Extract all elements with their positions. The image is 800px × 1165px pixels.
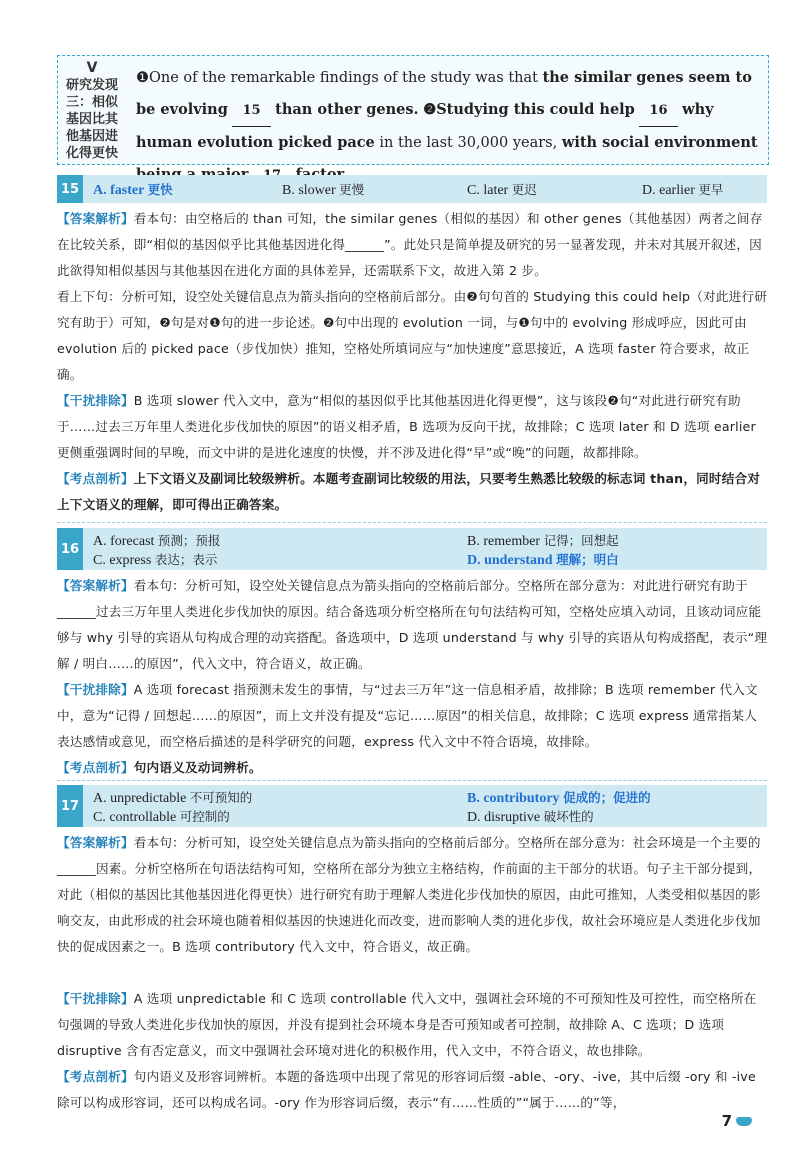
- q17-key-point: 【考点剖析】句内语义及形容词辨析。本题的备选项中出现了常见的形容词后缀 -able、-ory、-ive，其中后缀 -ory 和 -ive 除可以构成形容词，还可以构成名词。-ory 作为形容词后缀，表示“有……性质的”“属于……的”等，: [57, 1069, 756, 1110]
- section-tag: 【干扰排除】: [57, 991, 134, 1006]
- option-text: C. controllable: [93, 810, 177, 825]
- option-text: D. disruptive: [467, 810, 541, 825]
- q17-answer-analysis: 【答案解析】看本句：分析可知，设空处关键信息点为箭头指向的空格前后部分。空格所在部分意为：社会环境是一个主要的______因素。分析空格所在句语法结构可知，空格所在部分为独立主格结构，作前面的主干部分的状语。句子主干部分提到，对此（相似的基因比其他基因进化得更快）进行研究有助于理解人类进化步伐加快的原因，由此可推知，人类受相似基因的影响交友，由此形成的社会环境也随着相似基因的快速进化而改变，进而影响人类的进化步伐，故社会环境应是人类进化步伐加快的促成因素之一。B 选项 contributory 代入文中，符合语义，故正确。: [57, 835, 762, 954]
- option-b: [467, 531, 619, 550]
- page-number: [722, 1112, 752, 1130]
- option-meaning: 表达；表示: [154, 552, 218, 567]
- section-tag: 【考点剖析】: [57, 1069, 134, 1084]
- option-text: C. express: [93, 553, 152, 568]
- option-meaning: 破坏性的: [543, 809, 594, 824]
- option-c: [93, 807, 230, 826]
- option-text: A. forecast: [93, 534, 155, 549]
- key-phrase: why human evolution picked pace: [136, 101, 714, 151]
- option-text: D. earlier: [642, 183, 695, 198]
- passage-fragment: in the last 30,000 years,: [374, 135, 562, 151]
- key-phrase: Studying this could help: [436, 101, 635, 118]
- divider: [57, 522, 767, 523]
- q17-distractor-analysis: 【干扰排除】A 选项 unpredictable 和 C 选项 controllable 代入文中，强调社会环境的不可预知性及可控性，而空格所在句强调的导致人类进化步伐加快的原因，并没有提到社会环境本身是否可预知或者可控制，故排除 A、C 选项；D 选项 disruptive 含有否定意义，而文中强调社会环境对进化的积极作用，代入文中，不符合语义，故也排除。: [57, 991, 757, 1058]
- section-title-line: 三：相似: [65, 95, 118, 110]
- section-title-line: 研究发现: [65, 78, 118, 93]
- section-number: V: [86, 60, 98, 76]
- section-tag: 【答案解析】: [57, 835, 134, 850]
- option-text: A. faster: [93, 183, 145, 198]
- key-phrase: with social environment: [561, 134, 758, 151]
- passage-box: [57, 55, 769, 165]
- q15-key-point: 【考点剖析】上下文语义及副词比较级辨析。本题考查副词比较级的用法，只要考生熟悉比较级的标志词 than，同时结合对上下文语义的理解，即可得出正确答案。: [57, 471, 761, 512]
- q15-context-analysis: 看上下句：分析可知，设空处关键信息点为箭头指向的空格前后部分。由❷句句首的 Studying this could help（对此进行研究有助于）可知，❷句是对❶句的进一步论述。❷句中出现的 evolution 一词，与❶句中的 evolving 形成呼应，因此可由 evolution 后的 picked pace（步伐加快）推知，空格处所填词应与“加快速度”意思接近，A 选项 faster 符合要求，故正确。: [57, 289, 767, 382]
- option-meaning: 不可预知的: [189, 790, 253, 805]
- option-b: [282, 180, 364, 199]
- option-meaning: 记得；回想起: [543, 533, 619, 548]
- option-c: [467, 180, 537, 199]
- q17-options: [57, 785, 767, 827]
- q16-distractor-analysis: 【干扰排除】A 选项 forecast 指预测未发生的事情，与“过去三万年”这一信息相矛盾，故排除；B 选项 remember 代入文中，意为“记得 / 回想起……的原因”，而上文并没有提及“忘记……原因”的相关信息，故排除；C 选项 express 通常指某人表达感情或意见，而空格后描述的是科学研究的问题，express 代入文中不符合语境，故排除。: [57, 682, 758, 749]
- option-meaning: 更迟: [511, 182, 537, 197]
- passage-fragment: One of the remarkable findings of the study was that: [149, 70, 543, 86]
- section-tag: 【考点剖析】: [57, 760, 134, 775]
- option-b: [467, 788, 651, 807]
- q15-answer-analysis: 【答案解析】看本句：由空格后的 than 可知，the similar genes（相似的基因）和 other genes（其他基因）两者之间存在比较关系，即“相似的基因似乎比其他基因进化得______”。此处只是简单提及研究的另一显著发现，并未对其展开叙述，因此欲得知相似基因与其他基因在进化方面的具体差异，还需联系下文，故进入第 2 步。: [57, 211, 763, 278]
- option-d: [642, 180, 723, 199]
- option-meaning: 理解；明白: [556, 552, 619, 567]
- section-title-line: 基因比其: [65, 112, 118, 127]
- question-number: 17: [57, 785, 83, 827]
- graduation-cap-icon: [736, 1117, 752, 1126]
- q16-key-point: 【考点剖析】句内语义及动词辨析。: [57, 760, 262, 775]
- section-tag: 【答案解析】: [57, 211, 134, 226]
- sentence-marker-1: ❶: [136, 70, 149, 86]
- key-phrase: than other genes.: [275, 101, 419, 118]
- divider: [57, 780, 767, 781]
- option-a: [93, 531, 220, 550]
- option-meaning: 更快: [147, 182, 173, 197]
- option-a: [93, 180, 173, 199]
- section-label: [58, 56, 126, 164]
- key-phrase: the similar genes seem to be evolving: [136, 69, 752, 118]
- question-number: 16: [57, 528, 83, 570]
- option-text: C. later: [467, 183, 509, 198]
- section-title-line: 化得更快: [65, 146, 118, 161]
- section-tag: 【答案解析】: [57, 578, 134, 593]
- section-tag: 【干扰排除】: [57, 393, 134, 408]
- option-text: B. slower: [282, 183, 336, 198]
- question-number: 15: [57, 175, 83, 203]
- option-text: B. contributory: [467, 791, 560, 806]
- blank-number: 15: [242, 103, 261, 118]
- option-text: B. remember: [467, 534, 541, 549]
- option-meaning: 可控制的: [179, 809, 230, 824]
- option-meaning: 预测；预报: [157, 533, 221, 548]
- option-d: [467, 807, 594, 826]
- page-number-text: 7: [721, 1112, 732, 1130]
- option-text: D. understand: [467, 553, 553, 568]
- option-c: [93, 550, 217, 569]
- sentence-marker-2: ❷: [423, 101, 437, 118]
- option-text: A. unpredictable: [93, 791, 187, 806]
- section-tag: 【干扰排除】: [57, 682, 134, 697]
- q16-options: [57, 528, 767, 570]
- q15-distractor-analysis: 【干扰排除】B 选项 slower 代入文中，意为“相似的基因似乎比其他基因进化得更慢”，这与该段❷句“对此进行研究有助于……过去三万年里人类进化步伐加快的原因”的语义相矛盾，B 选项为反向干扰，故排除；C 选项 later 和 D 选项 earlier 更侧重强调时间的早晚，而文中讲的是进化速度的快慢，并不涉及进化得“早”或“晚”的问题，故都排除。: [57, 393, 756, 460]
- option-meaning: 更早: [698, 182, 724, 197]
- option-d: [467, 550, 619, 569]
- option-a: [93, 788, 252, 807]
- section-tag: 【考点剖析】: [57, 471, 134, 486]
- option-meaning: 更慢: [339, 182, 365, 197]
- q16-answer-analysis: 【答案解析】看本句：分析可知，设空处关键信息点为箭头指向的空格前后部分。空格所在部分意为：对此进行研究有助于______过去三万年里人类进化步伐加快的原因。结合备选项分析空格所在句句法结构可知，空格处应填入动词，且该动词应能够与 why 引导的宾语从句构成合理的动宾搭配。备选项中，D 选项 understand 与 why 引导的宾语从句构成搭配，表示“理解 / 明白……的原因”，代入文中，符合语义，故正确。: [57, 578, 768, 671]
- passage-text: [136, 62, 761, 192]
- blank-number: 16: [649, 103, 668, 118]
- blank-16: [639, 95, 677, 127]
- section-title-line: 他基因进: [65, 129, 118, 144]
- blank-15: [232, 95, 270, 127]
- option-meaning: 促成的；促进的: [563, 790, 651, 805]
- q15-options: [57, 175, 767, 203]
